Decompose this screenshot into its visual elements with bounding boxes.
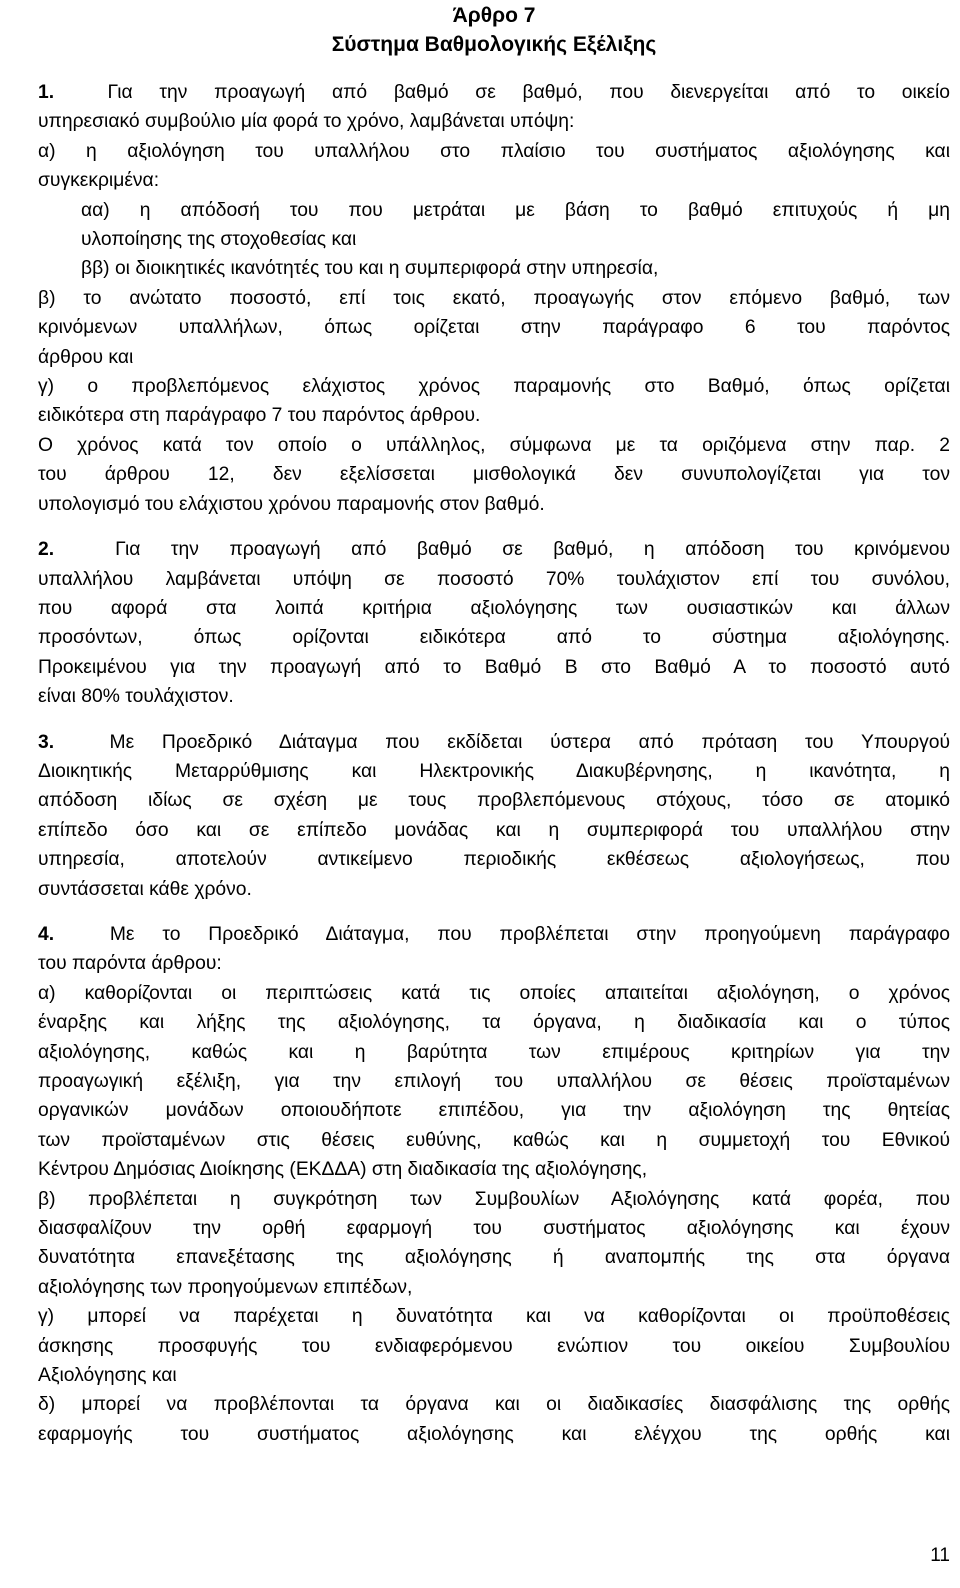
paragraph-1-subitem-line: υλοποίησης της στοχοθεσίας και xyxy=(81,229,357,251)
document-page xyxy=(38,0,950,1449)
paragraph-3-line: 3. Με Προεδρικό Διάταγμα που εκδίδεται ύστερα από πρόταση του Υπουργού xyxy=(38,731,950,753)
paragraph-1-number: 1. xyxy=(38,82,55,103)
paragraph-4-line: β) προβλέπεται η συγκρότηση των Συμβουλίων Αξιολόγησης κατά φορέα, που xyxy=(38,1188,950,1210)
paragraph-2-line: υπαλλήλου λαμβάνεται υπόψη σε ποσοστό 70% τουλάχιστον επί του συνόλου, xyxy=(38,568,950,590)
paragraph-4-line: Αξιολόγησης και xyxy=(38,1365,177,1387)
paragraph-4-line: διασφαλίζουν την ορθή εφαρμογή του συστήματος αξιολόγησης και έχουν xyxy=(38,1218,950,1240)
paragraph-2-number: 2. xyxy=(38,539,55,561)
article-heading: Άρθρο 7 xyxy=(452,4,536,27)
paragraph-2-line: 2. Για την προαγωγή από βαθμό σε βαθμό, η απόδοση του κρινόμενου xyxy=(38,539,950,561)
paragraph-1-line: ειδικότερα στη παράγραφο 7 του παρόντος άρθρου. xyxy=(38,405,481,427)
paragraph-4-line: του παρόντα άρθρου: xyxy=(38,953,222,975)
paragraph-3-line: επίπεδο όσο και σε επίπεδο μονάδας και η συμπεριφορά του υπαλλήλου στην xyxy=(38,819,950,841)
paragraph-1-line: 1. Για την προαγωγή από βαθμό σε βαθμό, που διενεργείται από το οικείο xyxy=(38,82,950,103)
paragraph-4-line: αξιολόγησης των προηγούμενων επιπέδων, xyxy=(38,1276,413,1298)
paragraph-1-line: α) η αξιολόγηση του υπαλλήλου στο πλαίσιο του συστήματος αξιολόγησης και xyxy=(38,140,950,162)
paragraph-4-line: 4. Με το Προεδρικό Διάταγμα, που προβλέπεται στην προηγούμενη παράγραφο xyxy=(38,923,950,945)
paragraph-2-line: Προκειμένου για την προαγωγή από το Βαθμό Β στο Βαθμό Α το ποσοστό αυτό xyxy=(38,656,950,678)
paragraph-4-line: οργανικών μονάδων οποιουδήποτε επιπέδου, για την αξιολόγηση της θητείας xyxy=(38,1100,950,1122)
paragraph-1-line: κρινόμενων υπαλλήλων, όπως ορίζεται στην παράγραφο 6 του παρόντος xyxy=(38,317,950,339)
paragraph-1-line: υπολογισμό του ελάχιστου χρόνου παραμονής στον βαθμό. xyxy=(38,493,545,515)
paragraph-4-line: εφαρμογής του συστήματος αξιολόγησης και ελέγχου της ορθής και xyxy=(38,1423,950,1445)
paragraph-4-line: των προϊσταμένων στις θέσεις ευθύνης, καθώς και η συμμετοχή του Εθνικού xyxy=(38,1129,950,1151)
paragraph-1-line: συγκεκριμένα: xyxy=(38,170,160,192)
article-subheading: Σύστημα Βαθμολογικής Εξέλιξης xyxy=(331,33,657,56)
paragraph-4-line: έναρξης και λήξης της αξιολόγησης, τα όργανα, η διαδικασία και ο τύπος xyxy=(38,1012,950,1034)
paragraph-1-line: του άρθρου 12, δεν εξελίσσεται μισθολογικά δεν συνυπολογίζεται για τον xyxy=(38,464,950,486)
paragraph-1-subitem-line: αα) η απόδοσή του που μετράται με βάση το βαθμό επιτυχούς ή μη xyxy=(81,199,950,221)
paragraph-4-line: άσκησης προσφυγής του ενδιαφερόμενου ενώπιον του οικείου Συμβουλίου xyxy=(38,1335,950,1357)
paragraph-3-number: 3. xyxy=(38,731,55,753)
paragraph-4-number: 4. xyxy=(38,923,55,945)
paragraph-4-line: α) καθορίζονται οι περιπτώσεις κατά τις οποίες απαιτείται αξιολόγηση, ο χρόνος xyxy=(38,982,950,1004)
page-number: 11 xyxy=(930,1545,950,1566)
paragraph-2-line: προσόντων, όπως ορίζονται ειδικότερα από το σύστημα αξιολόγησης. xyxy=(38,627,950,649)
paragraph-4-line: αξιολόγησης, καθώς και η βαρύτητα των επιμέρους κριτηρίων για την xyxy=(38,1041,950,1063)
paragraph-3-line: Διοικητικής Μεταρρύθμισης και Ηλεκτρονικής Διακυβέρνησης, η ικανότητα, η xyxy=(38,760,950,782)
paragraph-1-line: γ) ο προβλεπόμενος ελάχιστος χρόνος παραμονής στο Βαθμό, όπως ορίζεται xyxy=(38,376,950,398)
paragraph-4-line: δυνατότητα επανεξέτασης της αξιολόγησης ή αναπομπής της στα όργανα xyxy=(38,1247,950,1269)
paragraph-1-subitem-line: ββ) οι διοικητικές ικανότητές του και η συμπεριφορά στην υπηρεσία, xyxy=(81,258,659,280)
paragraph-3-line: συντάσσεται κάθε χρόνο. xyxy=(38,878,252,900)
paragraph-3 xyxy=(38,728,950,904)
paragraph-3-line: απόδοση ιδίως σε σχέση με τους προβλεπόμενους στόχους, τόσο σε ατομικό xyxy=(38,790,950,812)
paragraph-1 xyxy=(38,78,950,519)
paragraph-4-line: προαγωγική εξέλιξη, για την επιλογή του υπαλλήλου σε θέσεις προϊσταμένων xyxy=(38,1071,950,1092)
paragraph-3-line: υπηρεσία, αποτελούν αντικείμενο περιοδικής εκθέσεως αξιολογήσεως, που xyxy=(38,849,950,871)
article-header xyxy=(38,0,950,59)
paragraph-1-line: β) το ανώτατο ποσοστό, επί τοις εκατό, προαγωγής στον επόμενο βαθμό, των xyxy=(38,287,950,309)
paragraph-2-line: που αφορά στα λοιπά κριτήρια αξιολόγησης των ουσιαστικών και άλλων xyxy=(38,597,950,619)
paragraph-1-line: άρθρου και xyxy=(38,346,134,368)
paragraph-4 xyxy=(38,920,950,1449)
paragraph-4-line: Κέντρου Δημόσιας Διοίκησης (ΕΚΔΔΑ) στη διαδικασία της αξιολόγησης, xyxy=(38,1159,648,1181)
paragraph-4-line: δ) μπορεί να προβλέπονται τα όργανα και οι διαδικασίες διασφάλισης της ορθής xyxy=(38,1394,950,1416)
paragraph-2 xyxy=(38,535,950,711)
paragraph-2-line: είναι 80% τουλάχιστον. xyxy=(38,686,234,708)
paragraph-1-line: Ο χρόνος κατά τον οποίο ο υπάλληλος, σύμφωνα με τα οριζόμενα στην παρ. 2 xyxy=(38,434,950,456)
paragraph-4-line: γ) μπορεί να παρέχεται η δυνατότητα και να καθορίζονται οι προϋποθέσεις xyxy=(38,1306,950,1328)
paragraph-1-line: υπηρεσιακό συμβούλιο μία φορά το χρόνο, λαμβάνεται υπόψη: xyxy=(38,111,575,133)
